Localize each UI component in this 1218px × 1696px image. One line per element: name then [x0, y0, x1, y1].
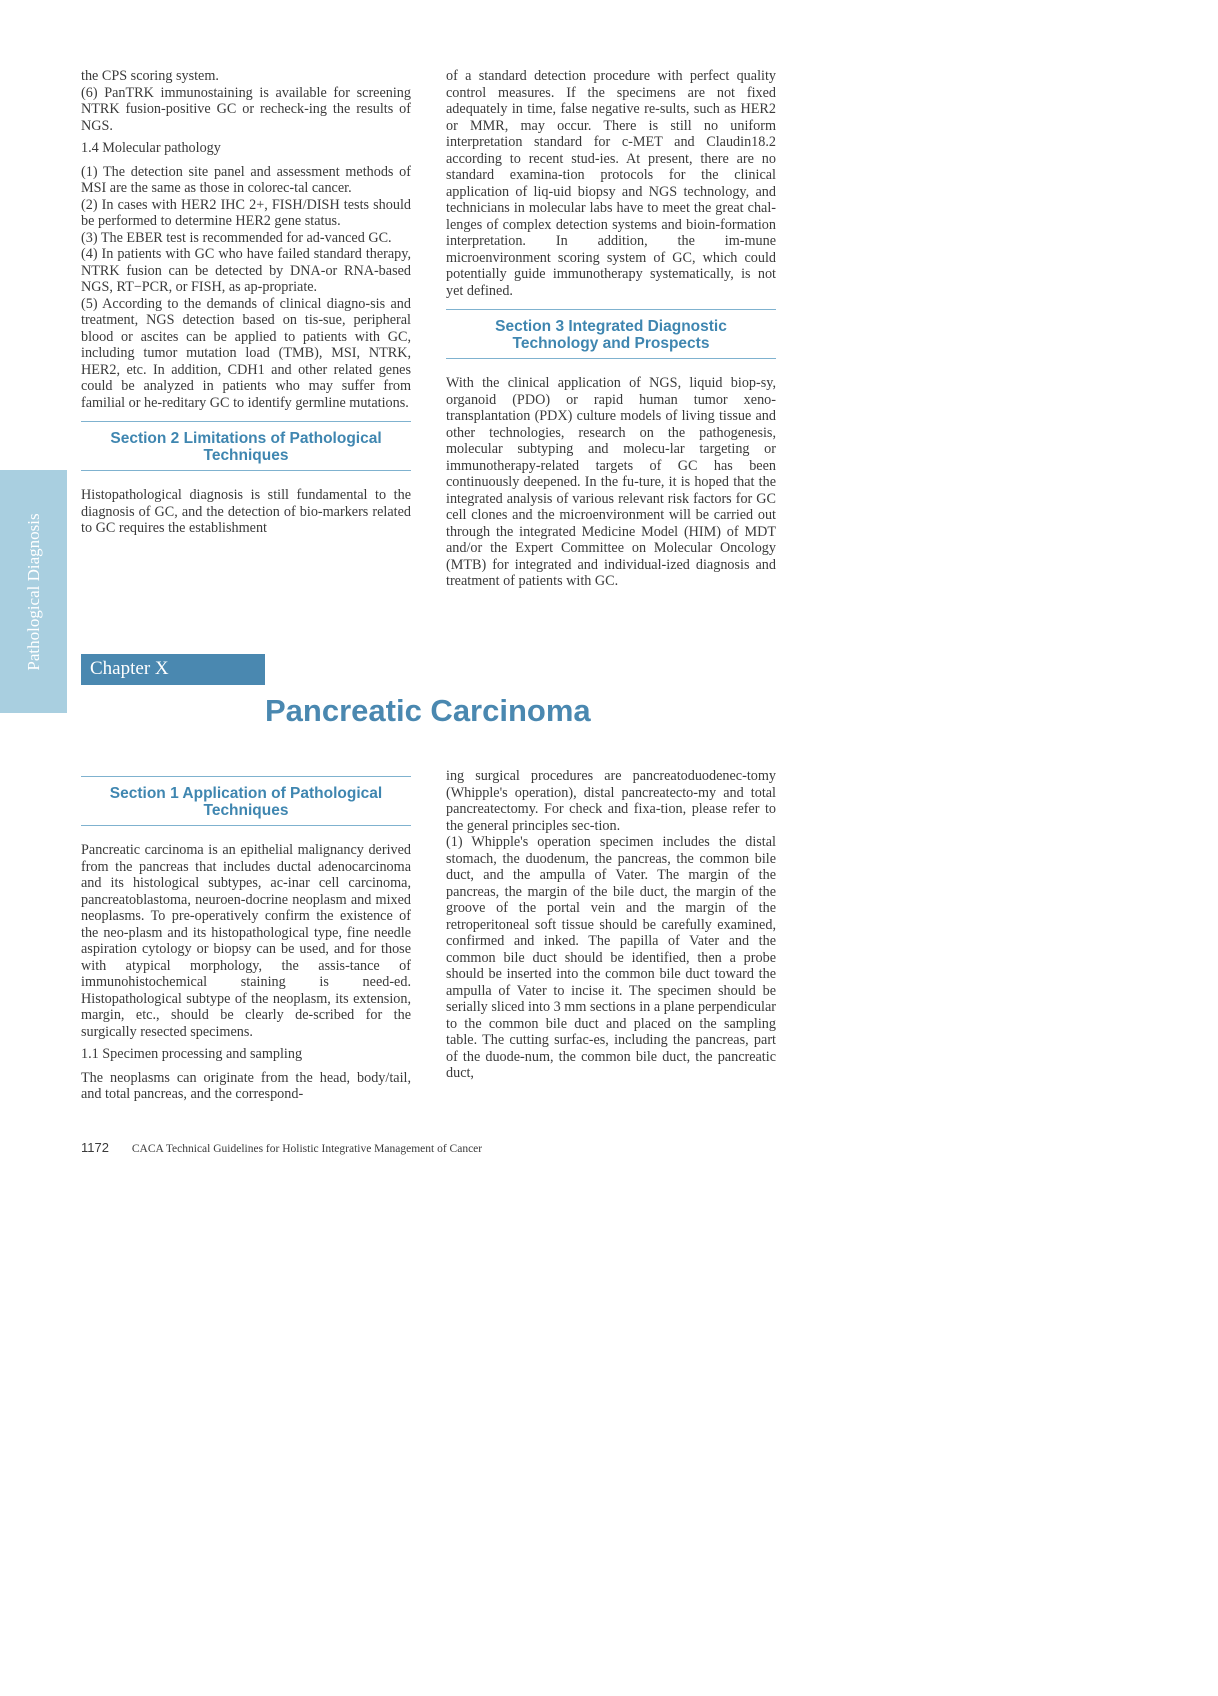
section-heading-line: Section 1 Application of Pathological	[109, 785, 383, 802]
section-heading-line: Section 3 Integrated Diagnostic	[495, 318, 727, 335]
paragraph: (1) Whipple's operation specimen includes the distal stomach, the duodenum, the pancreas, the common bile duct, and the ampulla of Vater. The margin of the pancreas, the margin of the bile duct, the margin of the groove of the portal vein and the margin of the retroperitoneal soft tissue should be carefully examined, confirmed and inked. The papilla of Vater and the common bile duct should be identified, then a probe should be inserted into the common bile duct toward the ampulla of Vater to incise it. The specimen should be serially sliced into 3 mm sections in a plane perpendicular to the common bile duct and placed on the sampling table. The cutting surfac-es, including the pancreas, part of the duode-num, the common bile duct, the pancreatic duct,	[446, 834, 776, 1081]
column-bottom-left	[81, 776, 411, 1103]
column-top-right	[446, 68, 776, 590]
paragraph: (2) In cases with HER2 IHC 2+, FISH/DISH tests should be performed to determine HER2 gene status.	[81, 196, 411, 229]
paragraph: The neoplasms can originate from the head, body/tail, and total pancreas, and the correspond-	[81, 1069, 411, 1102]
paragraph: (3) The EBER test is recommended for ad-vanced GC.	[81, 229, 392, 246]
chapter-title: Pancreatic Carcinoma	[265, 693, 591, 728]
subsection-heading: 1.1 Specimen processing and sampling	[81, 1046, 303, 1062]
paragraph: (4) In patients with GC who have failed standard therapy, NTRK fusion can be detected by DNA-or RNA-based NGS, RT−PCR, or FISH, as ap-propriate.	[81, 246, 411, 295]
column-bottom-right	[446, 768, 776, 1082]
paragraph: Pancreatic carcinoma is an epithelial malignancy derived from the pancreas that includes ductal adenocarcinoma and its histological subtypes, ac-inar cell carcinoma, pancreatoblastoma, neuroen-docrine neoplasm and mixed neoplasms. To pre-operatively confirm the existence of the neo-plasm and its histopathological type, fine needle aspiration cytology or biopsy can be used, and for those with atypical morphology, the assis-tance of immunohistochemical staining is need-ed. Histopathological subtype of the neoplasm, its extension, margin, etc., should be clearly de-scribed for the surgically resected specimens.	[81, 842, 411, 1040]
paragraph: of a standard detection procedure with perfect quality control measures. If the specimens are not fixed adequately in time, false negative re-sults, such as HER2 or MMR, may occur. There is still no uniform interpretation standard for c-MET and Claudin18.2 according to recent stud-ies. At present, there are no standard examina-tion protocols for the clinical application of liq-uid biopsy and NGS technology, and technicians in molecular labs have to meet the great chal-lenges of complex detection systems and bioin-formation interpretation. In addition, the im-mune microenvironment scoring system of GC, which could potentially guide immunotherapy systematically, is not yet defined.	[446, 68, 776, 299]
subsection-heading: 1.4 Molecular pathology	[81, 140, 221, 156]
column-top-left	[81, 68, 411, 537]
paragraph: the CPS scoring system.	[81, 68, 219, 84]
paragraph: (6) PanTRK immunostaining is available for screening NTRK fusion-positive GC or recheck-ing the results of NGS.	[81, 84, 411, 134]
side-tab	[0, 470, 67, 713]
section-heading-line: Techniques	[203, 802, 289, 819]
paragraph: (1) The detection site panel and assessment methods of MSI are the same as those in colorec-tal cancer.	[81, 163, 411, 196]
paragraph: Histopathological diagnosis is still fundamental to the diagnosis of GC, and the detection of bio-markers related to GC requires the establishment	[81, 487, 411, 536]
chapter-label-bar	[81, 654, 265, 685]
page-number: 1172	[81, 1140, 109, 1155]
page-footer	[81, 1140, 482, 1155]
section-heading	[446, 309, 776, 359]
section-heading	[81, 421, 411, 471]
book-title: CACA Technical Guidelines for Holistic Integrative Management of Cancer	[131, 1143, 483, 1155]
section-heading	[81, 776, 411, 826]
chapter-label: Chapter X	[90, 658, 169, 679]
paragraph: ing surgical procedures are pancreatoduodenec-tomy (Whipple's operation), distal pancreatecto-my and total pancreatectomy. For check and fixa-tion, please refer to the general principles sec-tion.	[446, 768, 776, 834]
section-heading-line: Section 2 Limitations of Pathological	[110, 430, 382, 447]
paragraph: (5) According to the demands of clinical diagno-sis and treatment, NGS detection based on tis-sue, peripheral blood or ascites can be applied to patients with GC, including tumor mutation load (TMB), MSI, NTRK, HER2, etc. In addition, CDH1 and other related genes could be analyzed in patients who may suffer from familial or he-reditary GC to identify germline mutations.	[81, 295, 411, 411]
paragraph: With the clinical application of NGS, liquid biop-sy, organoid (PDO) or rapid human tumor xeno-transplantation (PDX) culture models of living tissue and other technologies, research on the pathogenesis, molecular subtyping and molecu-lar targeting or immunotherapy-related targets of GC has been continuously deepened. In the fu-ture, it is hoped that the integrated analysis of various relevant risk factors for GC cell clones and the microenvironment will be carried out through the integrated Medicine Model (HIM) of MDT and/or the Expert Committee on Molecular Oncology (MTB) for integrated and individual-ized diagnosis and treatment of patients with GC.	[446, 375, 776, 589]
side-tab-label: Pathological Diagnosis	[23, 512, 43, 671]
section-heading-line: Techniques	[203, 447, 289, 464]
section-heading-line: Technology and Prospects	[512, 335, 710, 352]
